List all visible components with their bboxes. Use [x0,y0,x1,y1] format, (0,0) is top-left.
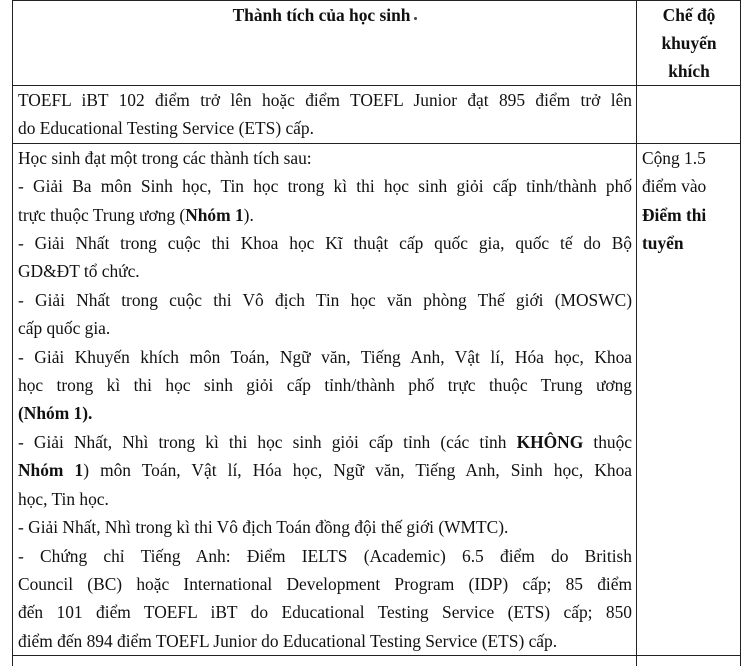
row2-item5-line-a [18,428,632,456]
reward-line-2: điểm vào [642,176,707,197]
row2-intro: Học sinh đạt một trong các thành tích sau: [18,147,312,168]
next-row-cell-side [637,656,741,666]
row2-item3-line-a: - Giải Nhất trong cuộc thi Vô địch Tin học văn phòng Thế giới (MOSWC) [18,289,632,310]
row2-item7-line-d: điểm đến 894 điểm TOEFL Junior do Educational Testing Service (ETS) cấp. [18,630,558,651]
row2-item1-group: Nhóm 1 [185,204,244,225]
header-reward-line-2: khuyến [661,33,717,53]
row2-item6: - Giải Nhất, Nhì trong kì thi Vô địch Toán đồng đội thế giới (WMTC). [18,517,509,538]
row2-item1-text: trực thuộc Trung ương ( [18,204,186,225]
row2-item3-line-b: cấp quốc gia. [18,318,111,339]
table-header-row [13,1,741,86]
row2-item2-line-b: GD&ĐT tổ chức. [18,261,140,282]
row2-item7-line-b: Council (BC) hoặc International Development Program (IDP) cấp; 85 điểm [18,573,632,594]
row2-item1-end: ). [243,204,254,225]
row1-line-1: TOEFL iBT 102 điểm trở lên hoặc điểm TOEFL Junior đạt 895 điểm trở lên [18,90,632,110]
row2-item5-text-b: thuộc [583,431,633,452]
row2-achievements [13,143,637,655]
row2-item5-group: Nhóm 1 [18,460,84,481]
header-reward [637,1,741,86]
row2-item5-line-b [18,456,632,484]
row2-item7-line-c: đến 101 điểm TOEFL iBT do Educational Testing Service (ETS) cấp; 850 [18,602,632,623]
row1-line-2: do Educational Testing Service (ETS) cấp. [18,118,314,139]
row2-item1-line-a: - Giải Ba môn Sinh học, Tin học trong kì thi học sinh giỏi cấp tỉnh/thành phố [18,176,632,197]
row2-item4-line-b: học trong kì thi học sinh giỏi cấp tỉnh/thành phố trực thuộc Trung ương [18,375,632,396]
table-row [13,143,741,655]
header-achievements [13,1,637,86]
row2-item2-line-a: - Giải Nhất trong cuộc thi Khoa học Kĩ thuật cấp quốc gia, quốc tế do Bộ [18,233,632,254]
row2-item7-line-a: - Chứng chỉ Tiếng Anh: Điểm IELTS (Academic) 6.5 điểm do British [18,545,632,566]
dot-mark [414,17,417,20]
row1-achievements [13,86,637,144]
achievement-table [12,0,741,666]
reward-line-4: tuyển [642,233,684,254]
row2-item1-line-b [18,201,632,229]
row2-reward [637,143,741,655]
row2-item5-text-a: - Giải Nhất, Nhì trong kì thi học sinh giỏi cấp tỉnh (các tỉnh [18,431,517,452]
row2-item5-subjects: ) môn Toán, Vật lí, Hóa học, Ngữ văn, Tiếng Anh, Sinh học, Khoa [83,460,632,481]
table-row [13,86,741,144]
reward-line-1: Cộng 1.5 [642,147,706,168]
header-reward-line-3: khích [668,61,710,81]
row2-item5-not: KHÔNG [516,431,584,452]
row2-item4-line-a: - Giải Khuyến khích môn Toán, Ngữ văn, Tiếng Anh, Vật lí, Hóa học, Khoa [18,346,632,367]
row2-item5-line-c: học, Tin học. [18,488,109,509]
header-reward-line-1: Chế độ [662,5,716,25]
reward-line-3: Điểm thi [642,204,707,225]
header-achievements-text: Thành tích của học sinh [232,5,411,25]
row2-item4-line-c: (Nhóm 1). [18,403,93,424]
next-row-cell-main [13,656,637,666]
table-row-next [13,656,741,666]
row1-reward [637,86,741,144]
